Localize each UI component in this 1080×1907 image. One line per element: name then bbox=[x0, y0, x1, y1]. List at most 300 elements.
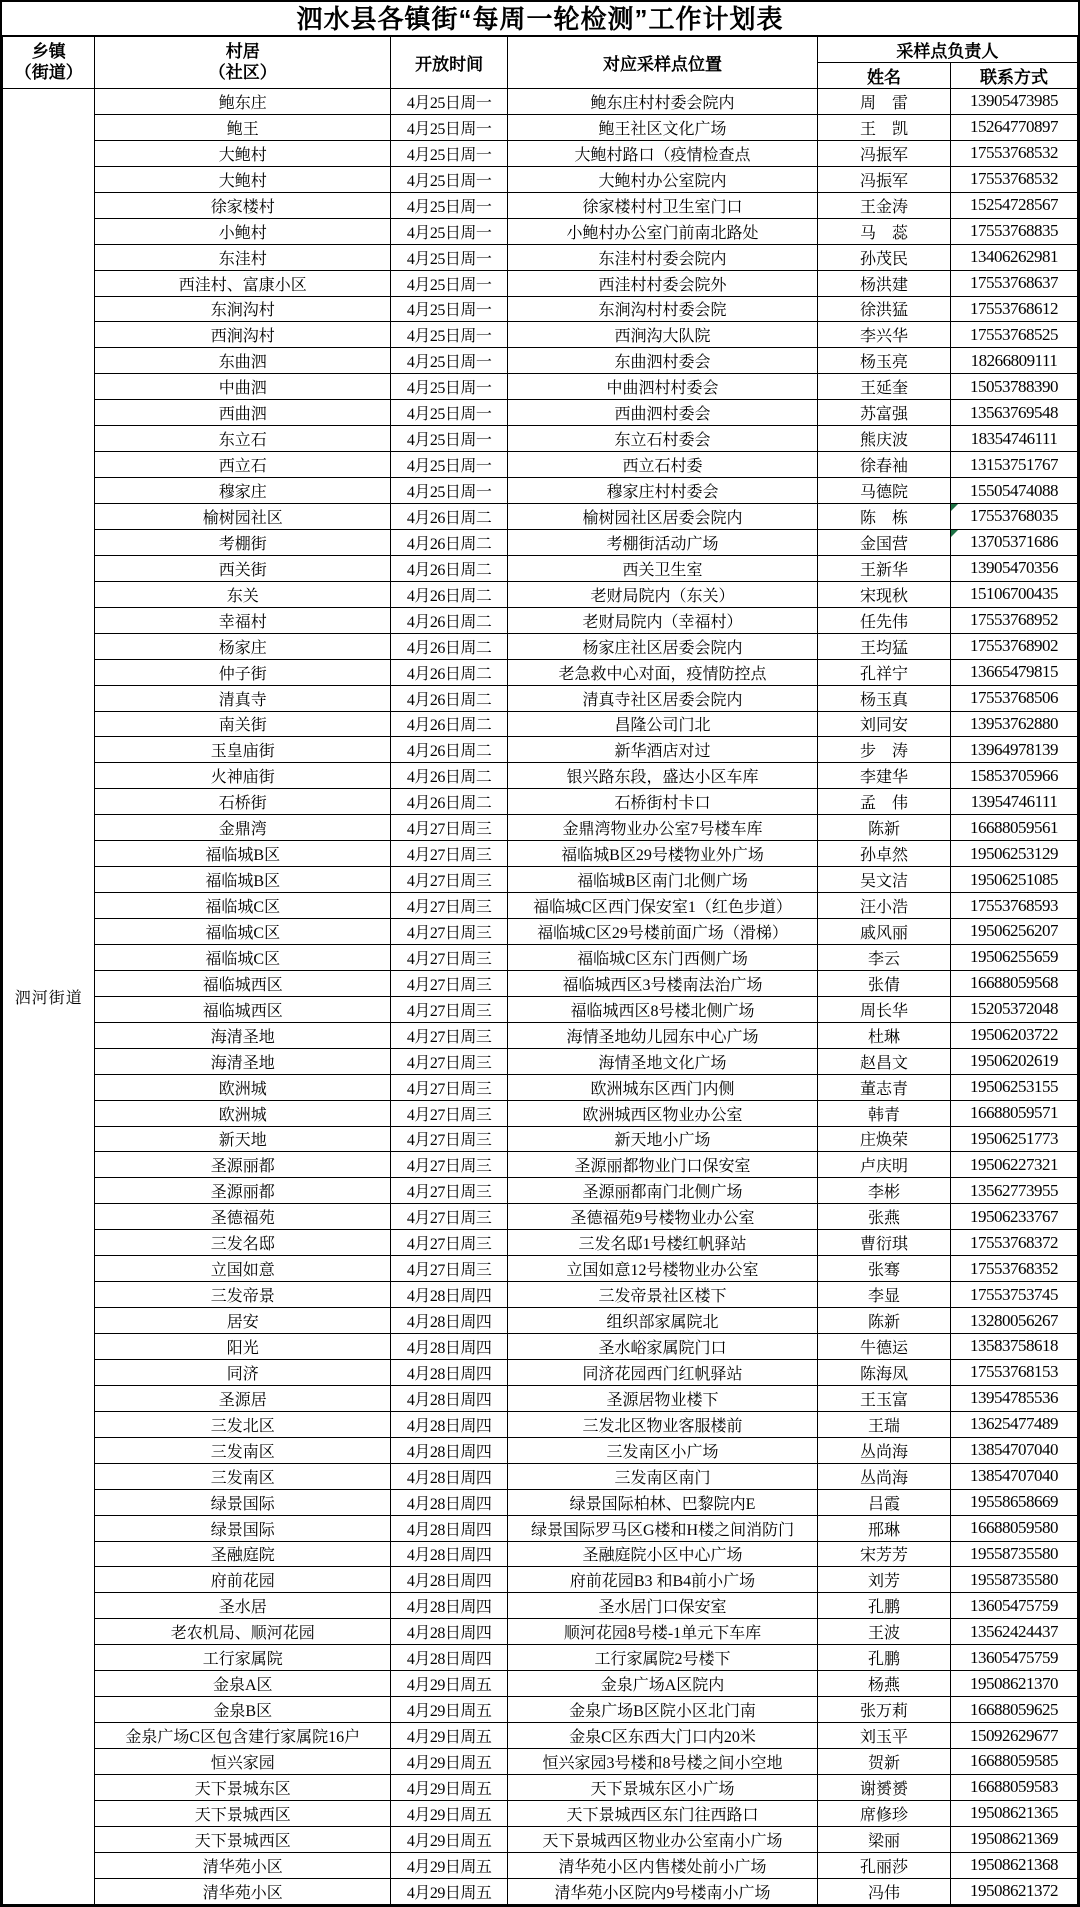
cell-location: 三发南区南门 bbox=[508, 1463, 818, 1489]
cell-village: 金泉B区 bbox=[95, 1697, 391, 1723]
table-row bbox=[3, 322, 1078, 348]
cell-village: 福临城西区 bbox=[95, 996, 391, 1022]
cell-person-name: 谢赟赟 bbox=[817, 1774, 950, 1800]
table-row bbox=[3, 996, 1078, 1022]
cell-village: 中曲泗 bbox=[95, 374, 391, 400]
cell-village: 福临城B区 bbox=[95, 867, 391, 893]
cell-phone: 17553768372 bbox=[951, 1230, 1078, 1256]
table-row bbox=[3, 1567, 1078, 1593]
cell-location: 徐家楼村村卫生室门口 bbox=[508, 192, 818, 218]
cell-person-name: 庄焕荣 bbox=[817, 1126, 950, 1152]
cell-location: 新华酒店对过 bbox=[508, 737, 818, 763]
cell-phone: 19506253155 bbox=[951, 1074, 1078, 1100]
cell-open-time: 4月27日周三 bbox=[391, 1126, 508, 1152]
cell-location: 考棚街活动广场 bbox=[508, 529, 818, 555]
cell-person-name: 赵昌文 bbox=[817, 1048, 950, 1074]
cell-phone: 16688059568 bbox=[951, 970, 1078, 996]
cell-phone: 15254728567 bbox=[951, 192, 1078, 218]
cell-location: 大鲍村路口（疫情检查点 bbox=[508, 140, 818, 166]
cell-person-name: 刘同安 bbox=[817, 711, 950, 737]
cell-open-time: 4月29日周五 bbox=[391, 1749, 508, 1775]
cell-person-name: 孙卓然 bbox=[817, 841, 950, 867]
cell-person-name: 苏富强 bbox=[817, 400, 950, 426]
cell-village: 天下景城东区 bbox=[95, 1774, 391, 1800]
cell-location: 东洼村村委会院内 bbox=[508, 244, 818, 270]
cell-open-time: 4月26日周二 bbox=[391, 711, 508, 737]
cell-phone: 19558735580 bbox=[951, 1541, 1078, 1567]
cell-phone: 19508621370 bbox=[951, 1671, 1078, 1697]
cell-phone: 17553768035 bbox=[951, 504, 1078, 530]
cell-open-time: 4月26日周二 bbox=[391, 737, 508, 763]
table-row bbox=[3, 944, 1078, 970]
cell-phone: 15205372048 bbox=[951, 996, 1078, 1022]
cell-person-name: 周长华 bbox=[817, 996, 950, 1022]
cell-phone: 19506227321 bbox=[951, 1152, 1078, 1178]
cell-open-time: 4月27日周三 bbox=[391, 1230, 508, 1256]
table-row bbox=[3, 970, 1078, 996]
cell-location: 老急救中心对面，疫情防控点 bbox=[508, 659, 818, 685]
cell-village: 海清圣地 bbox=[95, 1022, 391, 1048]
cell-open-time: 4月29日周五 bbox=[391, 1671, 508, 1697]
cell-person-name: 王金涛 bbox=[817, 192, 950, 218]
cell-location: 府前花园B3 和B4前小广场 bbox=[508, 1567, 818, 1593]
cell-village: 金泉A区 bbox=[95, 1671, 391, 1697]
cell-person-name: 步 涛 bbox=[817, 737, 950, 763]
table-row bbox=[3, 555, 1078, 581]
table-row bbox=[3, 1152, 1078, 1178]
cell-person-name: 韩青 bbox=[817, 1100, 950, 1126]
table-row bbox=[3, 1619, 1078, 1645]
cell-location: 工行家属院2号楼下 bbox=[508, 1645, 818, 1671]
table-row bbox=[3, 1749, 1078, 1775]
cell-location: 天下景城西区物业办公室南小广场 bbox=[508, 1826, 818, 1852]
cell-open-time: 4月27日周三 bbox=[391, 867, 508, 893]
cell-phone: 13705371686 bbox=[951, 529, 1078, 555]
cell-person-name: 宋芳芳 bbox=[817, 1541, 950, 1567]
cell-person-name: 孔鹏 bbox=[817, 1645, 950, 1671]
table-row bbox=[3, 1645, 1078, 1671]
table-row bbox=[3, 581, 1078, 607]
cell-location: 新天地小广场 bbox=[508, 1126, 818, 1152]
cell-open-time: 4月26日周二 bbox=[391, 763, 508, 789]
cell-open-time: 4月28日周四 bbox=[391, 1437, 508, 1463]
table-row bbox=[3, 1334, 1078, 1360]
cell-location: 老财局院内（幸福村） bbox=[508, 607, 818, 633]
table-row bbox=[3, 1852, 1078, 1878]
cell-phone: 19506203722 bbox=[951, 1022, 1078, 1048]
cell-open-time: 4月26日周二 bbox=[391, 529, 508, 555]
table-row bbox=[3, 867, 1078, 893]
cell-location: 老财局院内（东关） bbox=[508, 581, 818, 607]
cell-location: 福临城西区8号楼北侧广场 bbox=[508, 996, 818, 1022]
cell-location: 鲍王社区文化广场 bbox=[508, 114, 818, 140]
cell-open-time: 4月26日周二 bbox=[391, 555, 508, 581]
cell-person-name: 王均猛 bbox=[817, 633, 950, 659]
cell-person-name: 王 凯 bbox=[817, 114, 950, 140]
cell-location: 欧洲城西区物业办公室 bbox=[508, 1100, 818, 1126]
cell-location: 圣融庭院小区中心广场 bbox=[508, 1541, 818, 1567]
cell-person-name: 孙茂民 bbox=[817, 244, 950, 270]
page-title: 泗水县各镇街“每周一轮检测”工作计划表 bbox=[2, 2, 1078, 36]
cell-village: 同济 bbox=[95, 1359, 391, 1385]
cell-phone: 13562424437 bbox=[951, 1619, 1078, 1645]
cell-phone: 19506233767 bbox=[951, 1204, 1078, 1230]
cell-phone: 13280056267 bbox=[951, 1308, 1078, 1334]
cell-village: 圣水居 bbox=[95, 1593, 391, 1619]
cell-phone: 19506202619 bbox=[951, 1048, 1078, 1074]
cell-village: 东立石 bbox=[95, 426, 391, 452]
cell-person-name: 孔鹏 bbox=[817, 1593, 950, 1619]
cell-open-time: 4月27日周三 bbox=[391, 944, 508, 970]
cell-open-time: 4月29日周五 bbox=[391, 1800, 508, 1826]
header-township: 乡镇 （街道） bbox=[3, 37, 95, 89]
cell-person-name: 陈新 bbox=[817, 815, 950, 841]
cell-person-name: 熊庆波 bbox=[817, 426, 950, 452]
cell-phone: 15092629677 bbox=[951, 1723, 1078, 1749]
cell-open-time: 4月28日周四 bbox=[391, 1463, 508, 1489]
cell-person-name: 陈 栋 bbox=[817, 504, 950, 530]
cell-village: 圣源丽都 bbox=[95, 1152, 391, 1178]
cell-person-name: 王延奎 bbox=[817, 374, 950, 400]
cell-village: 府前花园 bbox=[95, 1567, 391, 1593]
cell-open-time: 4月27日周三 bbox=[391, 1048, 508, 1074]
cell-open-time: 4月29日周五 bbox=[391, 1878, 508, 1904]
cell-person-name: 杜琳 bbox=[817, 1022, 950, 1048]
cell-village: 幸福村 bbox=[95, 607, 391, 633]
cell-location: 西洼村村委会院外 bbox=[508, 270, 818, 296]
cell-location: 穆家庄村村委会 bbox=[508, 478, 818, 504]
table-row bbox=[3, 1671, 1078, 1697]
cell-person-name: 徐春袖 bbox=[817, 452, 950, 478]
cell-open-time: 4月27日周三 bbox=[391, 1256, 508, 1282]
cell-open-time: 4月29日周五 bbox=[391, 1826, 508, 1852]
table-row bbox=[3, 919, 1078, 945]
cell-village: 鲍王 bbox=[95, 114, 391, 140]
cell-phone: 19506255659 bbox=[951, 944, 1078, 970]
cell-open-time: 4月27日周三 bbox=[391, 893, 508, 919]
cell-location: 福临城西区3号楼南法治广场 bbox=[508, 970, 818, 996]
cell-phone: 17553753745 bbox=[951, 1282, 1078, 1308]
cell-village: 欧洲城 bbox=[95, 1074, 391, 1100]
cell-village: 天下景城西区 bbox=[95, 1826, 391, 1852]
cell-person-name: 丛尚海 bbox=[817, 1437, 950, 1463]
cell-village: 三发南区 bbox=[95, 1437, 391, 1463]
cell-location: 金泉C区东西大门口内20米 bbox=[508, 1723, 818, 1749]
cell-location: 西曲泗村委会 bbox=[508, 400, 818, 426]
cell-location: 东涧沟村村委会院 bbox=[508, 296, 818, 322]
table-row bbox=[3, 1204, 1078, 1230]
table-header bbox=[3, 37, 1078, 89]
cell-person-name: 杨燕 bbox=[817, 1671, 950, 1697]
table-row bbox=[3, 1230, 1078, 1256]
cell-village: 金泉广场C区包含建行家属院16户 bbox=[95, 1723, 391, 1749]
table-row bbox=[3, 1800, 1078, 1826]
cell-person-name: 吴文洁 bbox=[817, 867, 950, 893]
table-body bbox=[3, 89, 1078, 1905]
header-contact: 联系方式 bbox=[951, 63, 1078, 89]
cell-location: 福临城B区南门北侧广场 bbox=[508, 867, 818, 893]
cell-location: 天下景城东区小广场 bbox=[508, 1774, 818, 1800]
cell-village: 鲍东庄 bbox=[95, 89, 391, 115]
table-row bbox=[3, 711, 1078, 737]
cell-open-time: 4月28日周四 bbox=[391, 1619, 508, 1645]
cell-phone: 15505474088 bbox=[951, 478, 1078, 504]
table-row bbox=[3, 244, 1078, 270]
cell-open-time: 4月27日周三 bbox=[391, 815, 508, 841]
cell-village: 东关 bbox=[95, 581, 391, 607]
cell-person-name: 丛尚海 bbox=[817, 1463, 950, 1489]
cell-location: 三发北区物业客服楼前 bbox=[508, 1411, 818, 1437]
cell-person-name: 卢庆明 bbox=[817, 1152, 950, 1178]
table-row bbox=[3, 1437, 1078, 1463]
cell-location: 昌隆公司门北 bbox=[508, 711, 818, 737]
cell-open-time: 4月28日周四 bbox=[391, 1567, 508, 1593]
cell-person-name: 张燕 bbox=[817, 1204, 950, 1230]
cell-phone: 17553768153 bbox=[951, 1359, 1078, 1385]
cell-person-name: 陈海凤 bbox=[817, 1359, 950, 1385]
cell-village: 绿景国际 bbox=[95, 1489, 391, 1515]
cell-village: 欧洲城 bbox=[95, 1100, 391, 1126]
cell-location: 海情圣地幼儿园东中心广场 bbox=[508, 1022, 818, 1048]
cell-location: 榆树园社区居委会院内 bbox=[508, 504, 818, 530]
cell-open-time: 4月25日周一 bbox=[391, 400, 508, 426]
cell-phone: 16688059583 bbox=[951, 1774, 1078, 1800]
cell-open-time: 4月26日周二 bbox=[391, 685, 508, 711]
cell-open-time: 4月25日周一 bbox=[391, 426, 508, 452]
cell-village: 玉皇庙街 bbox=[95, 737, 391, 763]
cell-person-name: 刘芳 bbox=[817, 1567, 950, 1593]
table-row bbox=[3, 1256, 1078, 1282]
cell-location: 绿景国际罗马区G楼和H楼之间消防门 bbox=[508, 1515, 818, 1541]
cell-location: 三发帝景社区楼下 bbox=[508, 1282, 818, 1308]
cell-location: 中曲泗村村委会 bbox=[508, 374, 818, 400]
cell-open-time: 4月25日周一 bbox=[391, 348, 508, 374]
cell-open-time: 4月27日周三 bbox=[391, 1204, 508, 1230]
cell-village: 天下景城西区 bbox=[95, 1800, 391, 1826]
cell-phone: 13665479815 bbox=[951, 659, 1078, 685]
cell-open-time: 4月28日周四 bbox=[391, 1593, 508, 1619]
cell-location: 清华苑小区院内9号楼南小广场 bbox=[508, 1878, 818, 1904]
cell-village: 东洼村 bbox=[95, 244, 391, 270]
cell-village: 三发北区 bbox=[95, 1411, 391, 1437]
cell-village: 仲子街 bbox=[95, 659, 391, 685]
table-row bbox=[3, 815, 1078, 841]
cell-village: 榆树园社区 bbox=[95, 504, 391, 530]
cell-open-time: 4月28日周四 bbox=[391, 1411, 508, 1437]
cell-phone: 17553768637 bbox=[951, 270, 1078, 296]
cell-phone: 15053788390 bbox=[951, 374, 1078, 400]
cell-person-name: 张骞 bbox=[817, 1256, 950, 1282]
table-row bbox=[3, 1774, 1078, 1800]
cell-village: 绿景国际 bbox=[95, 1515, 391, 1541]
table-row bbox=[3, 1826, 1078, 1852]
cell-person-name: 李兴华 bbox=[817, 322, 950, 348]
cell-open-time: 4月25日周一 bbox=[391, 322, 508, 348]
cell-phone: 13954785536 bbox=[951, 1385, 1078, 1411]
cell-village: 大鲍村 bbox=[95, 140, 391, 166]
cell-location: 同济花园西门红帆驿站 bbox=[508, 1359, 818, 1385]
header-name: 姓名 bbox=[817, 63, 950, 89]
cell-open-time: 4月25日周一 bbox=[391, 114, 508, 140]
cell-person-name: 冯振军 bbox=[817, 166, 950, 192]
table-row bbox=[3, 1385, 1078, 1411]
cell-location: 西关卫生室 bbox=[508, 555, 818, 581]
cell-phone: 13954746111 bbox=[951, 789, 1078, 815]
cell-phone: 18266809111 bbox=[951, 348, 1078, 374]
cell-phone: 13583758618 bbox=[951, 1334, 1078, 1360]
cell-phone: 13563769548 bbox=[951, 400, 1078, 426]
table-row bbox=[3, 893, 1078, 919]
cell-village: 小鲍村 bbox=[95, 218, 391, 244]
cell-phone: 13625477489 bbox=[951, 1411, 1078, 1437]
cell-person-name: 董志青 bbox=[817, 1074, 950, 1100]
cell-location: 顺河花园8号楼-1单元下车库 bbox=[508, 1619, 818, 1645]
cell-open-time: 4月25日周一 bbox=[391, 374, 508, 400]
cell-open-time: 4月28日周四 bbox=[391, 1334, 508, 1360]
table-row bbox=[3, 400, 1078, 426]
cell-location: 圣水峪家属院门口 bbox=[508, 1334, 818, 1360]
cell-village: 西涧沟村 bbox=[95, 322, 391, 348]
table-row bbox=[3, 1126, 1078, 1152]
cell-person-name: 王波 bbox=[817, 1619, 950, 1645]
cell-phone: 17553768612 bbox=[951, 296, 1078, 322]
cell-village: 清华苑小区 bbox=[95, 1878, 391, 1904]
cell-village: 圣德福苑 bbox=[95, 1204, 391, 1230]
table-row bbox=[3, 478, 1078, 504]
cell-location: 海情圣地文化广场 bbox=[508, 1048, 818, 1074]
cell-village: 圣融庭院 bbox=[95, 1541, 391, 1567]
table-row bbox=[3, 1878, 1078, 1904]
cell-phone: 13854707040 bbox=[951, 1463, 1078, 1489]
cell-person-name: 李彬 bbox=[817, 1178, 950, 1204]
cell-open-time: 4月29日周五 bbox=[391, 1697, 508, 1723]
cell-village: 三发帝景 bbox=[95, 1282, 391, 1308]
cell-phone: 16688059571 bbox=[951, 1100, 1078, 1126]
table-row bbox=[3, 1022, 1078, 1048]
table-row bbox=[3, 1723, 1078, 1749]
table-row bbox=[3, 114, 1078, 140]
cell-person-name: 梁丽 bbox=[817, 1826, 950, 1852]
cell-person-name: 邢琳 bbox=[817, 1515, 950, 1541]
cell-person-name: 马 蕊 bbox=[817, 218, 950, 244]
cell-location: 福临城C区西门保安室1（红色步道） bbox=[508, 893, 818, 919]
cell-person-name: 杨玉真 bbox=[817, 685, 950, 711]
table-row bbox=[3, 1463, 1078, 1489]
cell-open-time: 4月26日周二 bbox=[391, 581, 508, 607]
cell-village: 福临城C区 bbox=[95, 944, 391, 970]
cell-location: 东立石村委会 bbox=[508, 426, 818, 452]
cell-person-name: 孔祥宁 bbox=[817, 659, 950, 685]
table-row bbox=[3, 685, 1078, 711]
cell-phone: 19506251085 bbox=[951, 867, 1078, 893]
cell-village: 西立石 bbox=[95, 452, 391, 478]
cell-open-time: 4月26日周二 bbox=[391, 607, 508, 633]
cell-open-time: 4月27日周三 bbox=[391, 1074, 508, 1100]
cell-village: 火神庙街 bbox=[95, 763, 391, 789]
cell-person-name: 李建华 bbox=[817, 763, 950, 789]
cell-phone: 17553768506 bbox=[951, 685, 1078, 711]
cell-phone: 13964978139 bbox=[951, 737, 1078, 763]
cell-village: 居安 bbox=[95, 1308, 391, 1334]
table-row bbox=[3, 426, 1078, 452]
cell-phone: 13562773955 bbox=[951, 1178, 1078, 1204]
cell-location: 银兴路东段，盛达小区车库 bbox=[508, 763, 818, 789]
header-leader-group: 采样点负责人 bbox=[817, 37, 1077, 63]
cell-open-time: 4月25日周一 bbox=[391, 452, 508, 478]
table-row bbox=[3, 348, 1078, 374]
cell-person-name: 贺新 bbox=[817, 1749, 950, 1775]
cell-village: 圣源丽都 bbox=[95, 1178, 391, 1204]
cell-open-time: 4月28日周四 bbox=[391, 1359, 508, 1385]
table-row bbox=[3, 607, 1078, 633]
cell-village: 福临城C区 bbox=[95, 919, 391, 945]
cell-phone: 17553768593 bbox=[951, 893, 1078, 919]
cell-location: 金鼎湾物业办公室7号楼车库 bbox=[508, 815, 818, 841]
cell-open-time: 4月28日周四 bbox=[391, 1308, 508, 1334]
cell-village: 西曲泗 bbox=[95, 400, 391, 426]
table-row bbox=[3, 1308, 1078, 1334]
cell-open-time: 4月28日周四 bbox=[391, 1541, 508, 1567]
cell-village: 福临城西区 bbox=[95, 970, 391, 996]
cell-phone: 13905470356 bbox=[951, 555, 1078, 581]
table-row bbox=[3, 452, 1078, 478]
cell-open-time: 4月29日周五 bbox=[391, 1774, 508, 1800]
cell-location: 圣源丽都物业门口保安室 bbox=[508, 1152, 818, 1178]
cell-village: 海清圣地 bbox=[95, 1048, 391, 1074]
cell-person-name: 孔丽莎 bbox=[817, 1852, 950, 1878]
cell-phone: 19508621372 bbox=[951, 1878, 1078, 1904]
cell-person-name: 戚风丽 bbox=[817, 919, 950, 945]
cell-open-time: 4月25日周一 bbox=[391, 166, 508, 192]
cell-phone: 17553768902 bbox=[951, 633, 1078, 659]
cell-village: 东曲泗 bbox=[95, 348, 391, 374]
table-row bbox=[3, 1593, 1078, 1619]
cell-open-time: 4月28日周四 bbox=[391, 1385, 508, 1411]
cell-person-name: 张倩 bbox=[817, 970, 950, 996]
cell-village: 穆家庄 bbox=[95, 478, 391, 504]
header-open-time: 开放时间 bbox=[391, 37, 508, 89]
table-row bbox=[3, 1178, 1078, 1204]
cell-open-time: 4月28日周四 bbox=[391, 1645, 508, 1671]
cell-village: 西洼村、富康小区 bbox=[95, 270, 391, 296]
table-row bbox=[3, 841, 1078, 867]
table-row bbox=[3, 1282, 1078, 1308]
cell-person-name: 宋现秋 bbox=[817, 581, 950, 607]
cell-person-name: 陈新 bbox=[817, 1308, 950, 1334]
cell-location: 组织部家属院北 bbox=[508, 1308, 818, 1334]
cell-village: 福临城B区 bbox=[95, 841, 391, 867]
cell-person-name: 李云 bbox=[817, 944, 950, 970]
table-row bbox=[3, 1541, 1078, 1567]
cell-open-time: 4月27日周三 bbox=[391, 996, 508, 1022]
table-row bbox=[3, 218, 1078, 244]
cell-person-name: 周 雷 bbox=[817, 89, 950, 115]
cell-location: 金泉广场B区院小区北门南 bbox=[508, 1697, 818, 1723]
table-row bbox=[3, 270, 1078, 296]
cell-village: 西关街 bbox=[95, 555, 391, 581]
cell-open-time: 4月25日周一 bbox=[391, 218, 508, 244]
cell-phone: 13854707040 bbox=[951, 1437, 1078, 1463]
cell-phone: 17553768532 bbox=[951, 166, 1078, 192]
cell-open-time: 4月26日周二 bbox=[391, 633, 508, 659]
table-row bbox=[3, 166, 1078, 192]
table-row bbox=[3, 89, 1078, 115]
cell-open-time: 4月27日周三 bbox=[391, 919, 508, 945]
cell-phone: 19506256207 bbox=[951, 919, 1078, 945]
cell-person-name: 汪小浩 bbox=[817, 893, 950, 919]
cell-open-time: 4月25日周一 bbox=[391, 296, 508, 322]
cell-village: 三发南区 bbox=[95, 1463, 391, 1489]
